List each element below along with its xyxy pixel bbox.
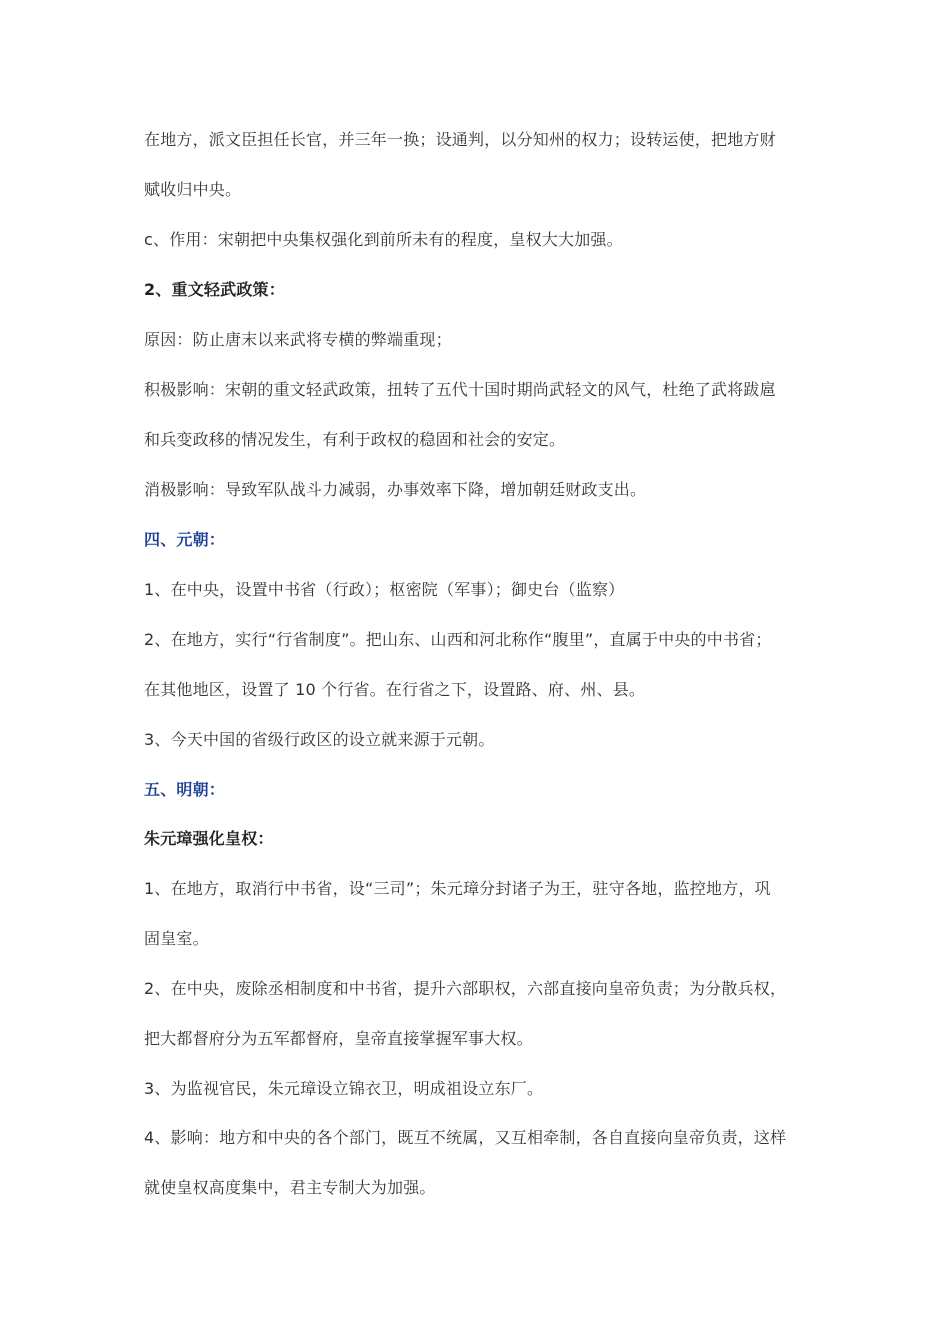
paragraph-line: c、作用：宋朝把中央集权强化到前所未有的程度，皇权大大加强。 (144, 230, 623, 249)
paragraph-line: 2、在地方，实行“行省制度”。把山东、山西和河北称作“腹里”，直属于中央的中书省； (144, 630, 772, 649)
paragraph-line: 3、今天中国的省级行政区的设立就来源于元朝。 (144, 730, 495, 749)
paragraph-line: 2、在中央，废除丞相制度和中书省，提升六部职权，六部直接向皇帝负责；为分散兵权， (144, 979, 787, 998)
section-subheading: 2、重文轻武政策： (144, 280, 285, 299)
paragraph-line: 固皇室。 (144, 929, 209, 948)
paragraph-line: 就使皇权高度集中，君主专制大为加强。 (144, 1178, 436, 1197)
section-subheading: 朱元璋强化皇权： (144, 829, 274, 848)
section-heading-yuan: 四、元朝： (144, 530, 226, 549)
paragraph-line: 在其他地区，设置了 10 个行省。在行省之下，设置路、府、州、县。 (144, 680, 646, 699)
paragraph-line: 4、影响：地方和中央的各个部门，既互不统属，又互相牵制，各自直接向皇帝负责，这样 (144, 1128, 787, 1147)
paragraph-line: 1、在地方，取消行中书省，设“三司”；朱元璋分封诸子为王，驻守各地，监控地方，巩 (144, 879, 771, 898)
section-heading-ming: 五、明朝： (144, 780, 226, 799)
paragraph-line: 积极影响：宋朝的重文轻武政策，扭转了五代十国时期尚武轻文的风气，杜绝了武将跋扈 (144, 380, 776, 399)
paragraph-line: 1、在中央，设置中书省（行政）；枢密院（军事）；御史台（监察） (144, 580, 625, 599)
paragraph-line: 和兵变政移的情况发生，有利于政权的稳固和社会的安定。 (144, 430, 566, 449)
paragraph-line: 消极影响：导致军队战斗力减弱，办事效率下降，增加朝廷财政支出。 (144, 480, 647, 499)
paragraph-line: 把大都督府分为五军都督府，皇帝直接掌握军事大权。 (144, 1029, 533, 1048)
paragraph-line: 3、为监视官民，朱元璋设立锦衣卫，明成祖设立东厂。 (144, 1079, 544, 1098)
paragraph-line: 在地方，派文臣担任长官，并三年一换；设通判，以分知州的权力；设转运使，把地方财 (144, 130, 776, 149)
paragraph-line: 赋收归中央。 (144, 180, 242, 199)
paragraph-line: 原因：防止唐末以来武将专横的弊端重现； (144, 330, 452, 349)
